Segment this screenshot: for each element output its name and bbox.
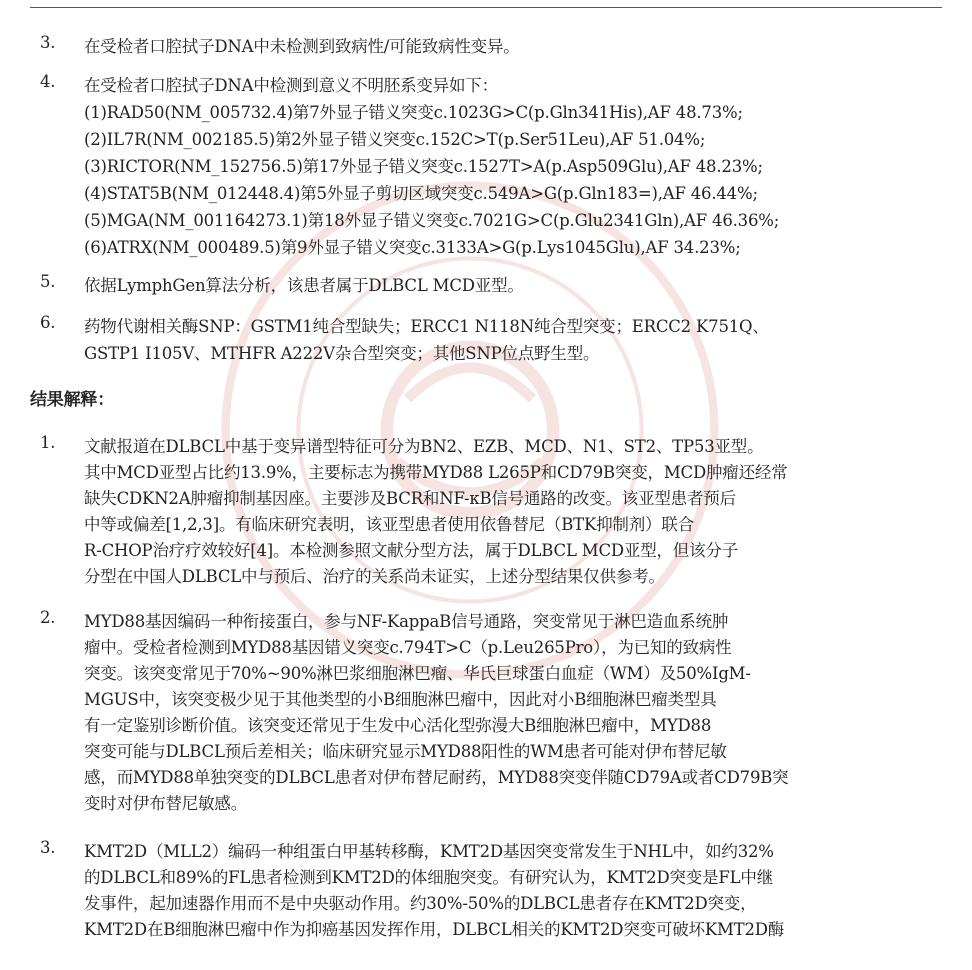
result-line: GSTP1 I105V、MTHFR A222V杂合型突变；其他SNP位点野生型。 bbox=[84, 344, 600, 363]
paragraph-line: 发事件，起加速器作用而不是中央驱动作用。约30%-50%的DLBCL患者存在KMT2D突变， bbox=[84, 894, 757, 913]
result-line: 在受检者口腔拭子DNA中检测到意义不明胚系变异如下： bbox=[84, 76, 498, 95]
paragraph-line: 有一定鉴别诊断价值。该突变还常见于生发中心活化型弥漫大B细胞淋巴瘤中，MYD88 bbox=[84, 716, 712, 735]
variant-line: (1)RAD50(NM_005732.4)第7外显子错义突变c.1023G>C(p.Gln341His),AF 48.73%; bbox=[84, 103, 743, 122]
paragraph-line: 的DLBCL和89%的FL患者检测到KMT2D的体细胞突变。有研究认为，KMT2D突变是FL中继 bbox=[84, 868, 773, 887]
interpretation-heading: 结果解释： bbox=[30, 390, 114, 410]
result-line: 依据LymphGen算法分析，该患者属于DLBCL MCD亚型。 bbox=[84, 276, 524, 295]
item-number: 3. bbox=[40, 838, 56, 857]
paragraph-line: R-CHOP治疗疗效较好[4]。本检测参照文献分型方法，属于DLBCL MCD亚型，但该分子 bbox=[84, 541, 739, 560]
paragraph-line: 缺失CDKN2A肿瘤抑制基因座。主要涉及BCR和NF-κB信号通路的改变。该亚型患者预后 bbox=[84, 489, 736, 508]
item-number: 1. bbox=[40, 433, 56, 452]
header-rule bbox=[30, 7, 942, 8]
paragraph-line: 突变可能与DLBCL预后差相关；临床研究显示MYD88阳性的WM患者可能对伊布替尼敏 bbox=[84, 742, 727, 761]
paragraph-line: 文献报道在DLBCL中基于变异谱型特征可分为BN2、EZB、MCD、N1、ST2、TP53亚型。 bbox=[84, 437, 764, 456]
item-number: 6. bbox=[40, 313, 56, 332]
paragraph-line: KMT2D在B细胞淋巴瘤中作为抑癌基因发挥作用，DLBCL相关的KMT2D突变可破坏KMT2D酶 bbox=[84, 920, 785, 939]
paragraph-line: 感，而MYD88单独突变的DLBCL患者对伊布替尼耐药，MYD88突变伴随CD79A或者CD79B突 bbox=[84, 768, 789, 787]
item-number: 3. bbox=[40, 33, 56, 52]
variant-line: (5)MGA(NM_001164273.1)第18外显子错义突变c.7021G>C(p.Glu2341Gln),AF 46.36%; bbox=[84, 211, 780, 230]
item-number: 5. bbox=[40, 272, 56, 291]
result-line: 药物代谢相关酶SNP：GSTM1纯合型缺失；ERCC1 N118N纯合型突变；ERCC2 K751Q、 bbox=[84, 317, 769, 336]
paragraph-line: 分型在中国人DLBCL中与预后、治疗的关系尚未证实，上述分型结果仅供参考。 bbox=[84, 567, 665, 586]
paragraph-line: MGUS中，该突变极少见于其他类型的小B细胞淋巴瘤中，因此对小B细胞淋巴瘤类型具 bbox=[84, 690, 717, 709]
paragraph-line: 突变。该突变常见于70%~90%淋巴浆细胞淋巴瘤、华氏巨球蛋白血症（WM）及50%IgM- bbox=[84, 664, 751, 683]
variant-line: (2)IL7R(NM_002185.5)第2外显子错义突变c.152C>T(p.Ser51Leu),AF 51.04%; bbox=[84, 130, 706, 149]
variant-line: (6)ATRX(NM_000489.5)第9外显子错义突变c.3133A>G(p.Lys1045Glu),AF 34.23%; bbox=[84, 238, 741, 257]
paragraph-line: MYD88基因编码一种衔接蛋白，参与NF-KappaB信号通路，突变常见于淋巴造血系统肿 bbox=[84, 612, 729, 631]
paragraph-line: 变时对伊布替尼敏感。 bbox=[84, 794, 248, 813]
variant-line: (4)STAT5B(NM_012448.4)第5外显子剪切区域突变c.549A>G(p.Gln183=),AF 46.44%; bbox=[84, 184, 758, 203]
paragraph-line: KMT2D（MLL2）编码一种组蛋白甲基转移酶，KMT2D基因突变常发生于NHL中，如约32% bbox=[84, 842, 774, 861]
paragraph-line: 中等或偏差[1,2,3]。有临床研究表明，该亚型患者使用依鲁替尼（BTK抑制剂）联合 bbox=[84, 515, 694, 534]
paragraph-line: 其中MCD亚型占比约13.9%，主要标志为携带MYD88 L265P和CD79B突变，MCD肿瘤还经常 bbox=[84, 463, 788, 482]
item-number: 4. bbox=[40, 72, 56, 91]
item-number: 2. bbox=[40, 608, 56, 627]
result-line: 在受检者口腔拭子DNA中未检测到致病性/可能致病性变异。 bbox=[84, 37, 520, 56]
variant-line: (3)RICTOR(NM_152756.5)第17外显子错义突变c.1527T>A(p.Asp509Glu),AF 48.23%; bbox=[84, 157, 763, 176]
paragraph-line: 瘤中。受检者检测到MYD88基因错义突变c.794T>C（p.Leu265Pro），为已知的致病性 bbox=[84, 638, 732, 657]
